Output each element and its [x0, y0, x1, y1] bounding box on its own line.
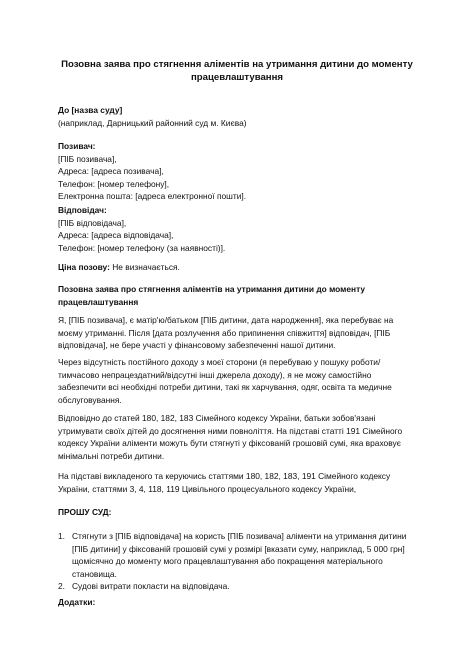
- request-item-1: [58, 530, 418, 580]
- request-item-text: Судові витрати покласти на відповідача.: [72, 581, 230, 592]
- claim-price-value: Не визначається.: [109, 262, 180, 272]
- request-heading: ПРОШУ СУД:: [58, 507, 112, 517]
- defendant-block: [58, 204, 418, 254]
- paragraph-1: Я, [ПІБ позивача], є матір'ю/батьком [ПІБ дитини, дата народження], яка перебуває на моєму утриманні. Після [дата розлучення або припинення співжиття] відповідач, [ПІБ відповідача], не бере участі у фінансовому забезпеченні нашої дитини.: [58, 315, 394, 351]
- request-item-text: Стягнути з [ПІБ відповідача] на користь [ПІБ позивача] аліменти на утримання дитини [ПІБ дитини] у фіксованій грошовій сумі у розмірі [вказати суму, наприклад, 5 000 грн] щомісячно до моменту мого працевлаштування або покращення матеріального становища.: [72, 531, 407, 579]
- request-item-2: [58, 580, 418, 593]
- paragraph-4: На підставі викладеного та керуючись статтями 180, 182, 183, 191 Сімейного кодексу України, статтями 3, 4, 118, 119 Цивільного процесуального кодексу України,: [58, 471, 391, 494]
- court-example: (наприклад, Дарницький районний суд м. Києва): [58, 117, 247, 128]
- defendant-address: Адреса: [адреса відповідача],: [58, 230, 174, 241]
- claim-price: [58, 261, 418, 274]
- attachments-heading: Додатки:: [58, 597, 96, 607]
- defendant-name: [ПІБ відповідача],: [58, 217, 127, 228]
- request-list: [58, 530, 418, 593]
- plaintiff-address: Адреса: [адреса позивача],: [58, 166, 164, 177]
- plaintiff-heading: Позивач:: [58, 141, 96, 151]
- plaintiff-email: Електронна пошта: [адреса електронної пошти].: [58, 191, 247, 202]
- defendant-phone: Телефон: [номер телефону (за наявності)].: [58, 242, 226, 253]
- subtitle: Позовна заява про стягнення аліментів на утримання дитини до моменту працевлаштування: [58, 284, 366, 307]
- defendant-heading: Відповідач:: [58, 205, 107, 215]
- court-label: До [назва суду]: [58, 105, 123, 115]
- request-item-number: 2.: [58, 581, 65, 592]
- paragraph-2: Через відсутність постійного доходу з моєї сторони (я перебуваю у пошуку роботи/тимчасово непрацездатний/відсутні інші джерела доходу), я не можу самостійно забезпечити всі необхідні потреби дитини, такі як харчування, одяг, освіта та медичне обслуговування.: [58, 357, 392, 405]
- paragraph-3: Відповідно до статей 180, 182, 183 Сімейного кодексу України, батьки зобов'язані утримувати своїх дітей до досягнення ними повноліття. На підставі статті 191 Сімейного кодексу України аліменти можуть бути стягнуті у фіксованій грошовій сумі, яка враховує мінімальні потреби дитини.: [58, 413, 403, 461]
- claim-price-label: Ціна позову:: [58, 262, 110, 272]
- document-title: Позовна заява про стягнення аліментів на утримання дитини до моменту працевлаштування: [61, 59, 413, 83]
- plaintiff-phone: Телефон: [номер телефону],: [58, 178, 170, 189]
- court-block: [58, 104, 418, 129]
- plaintiff-name: [ПІБ позивача],: [58, 153, 117, 164]
- request-item-number: 1.: [58, 531, 65, 541]
- plaintiff-block: [58, 140, 418, 203]
